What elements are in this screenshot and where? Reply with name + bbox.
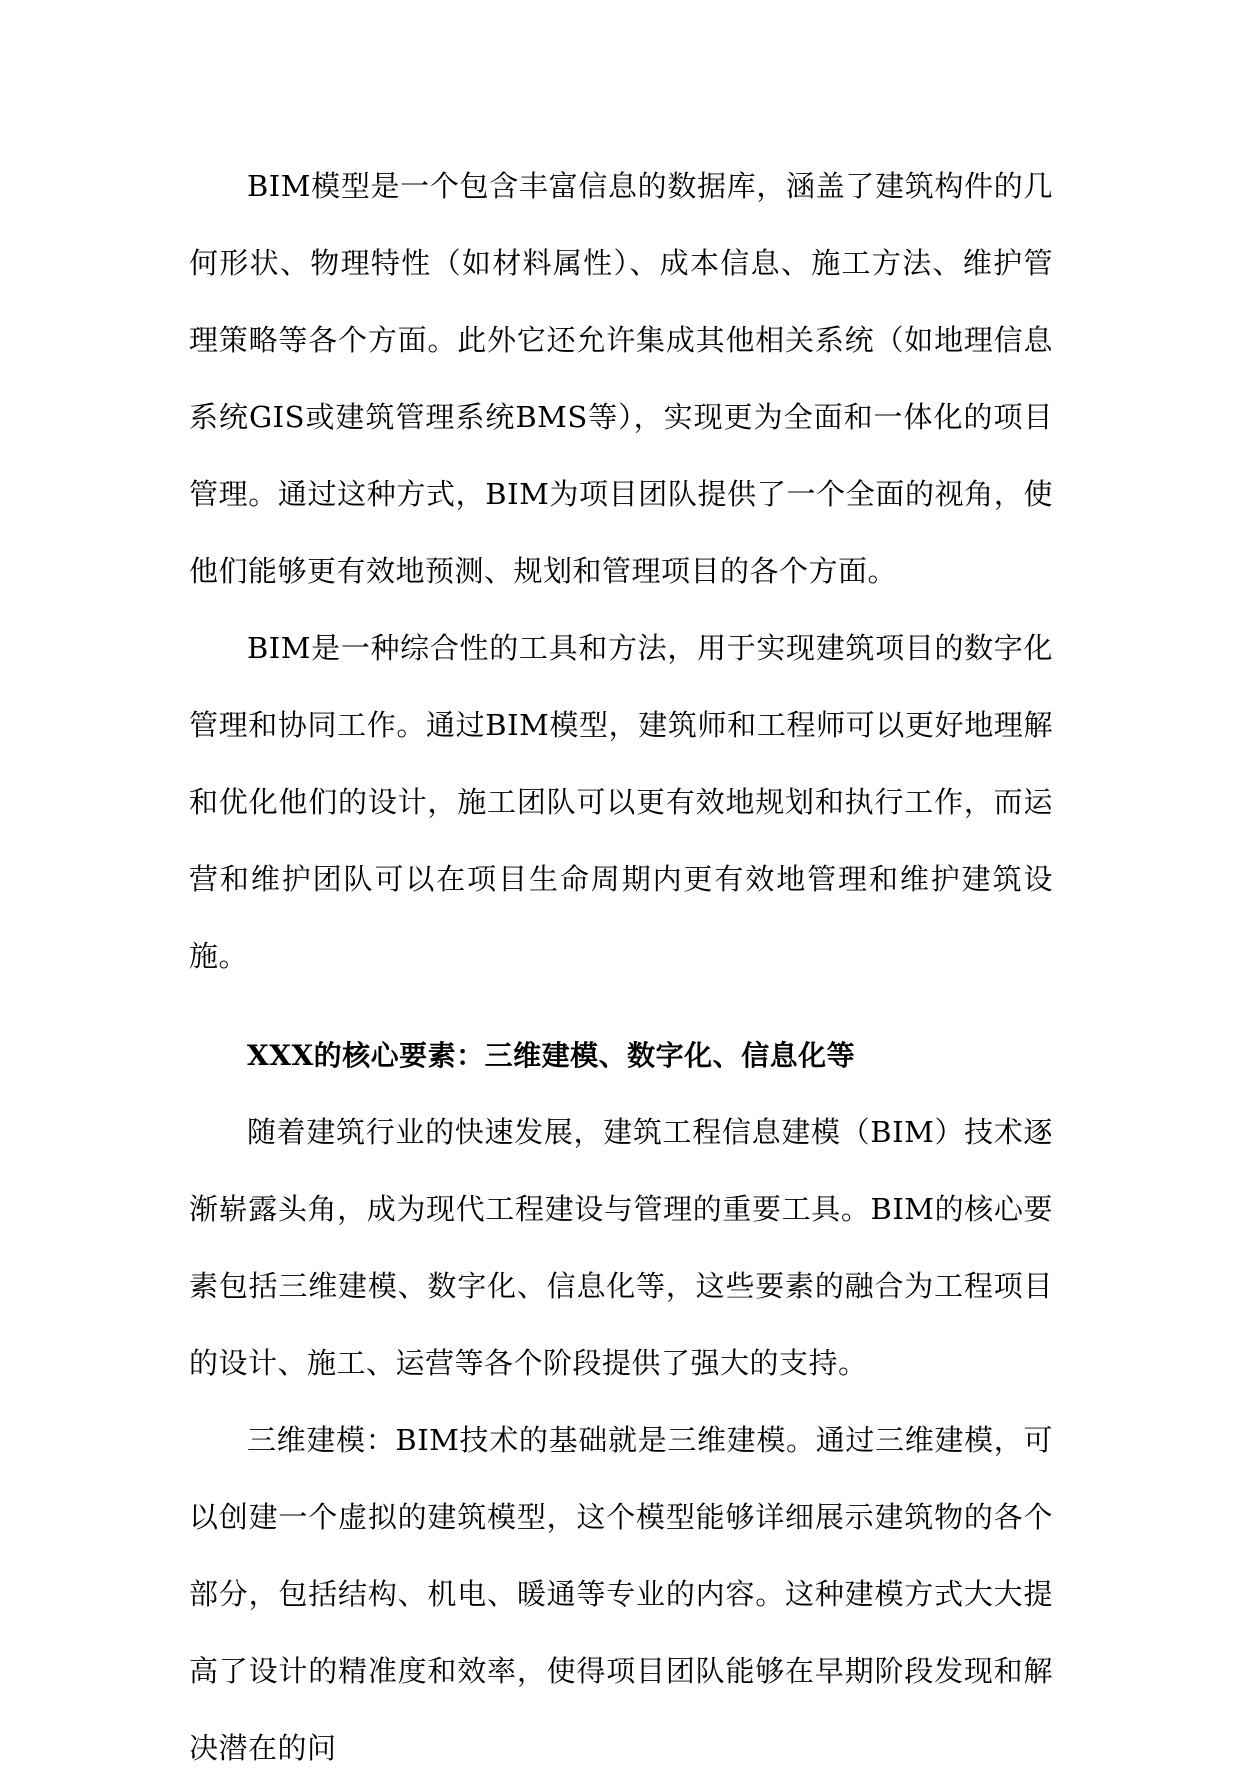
paragraph-bim-comprehensive-tool: BIM是一种综合性的工具和方法，用于实现建筑项目的数字化管理和协同工作。通过BIM模型，建筑师和工程师可以更好地理解和优化他们的设计，施工团队可以更有效地规划和执行工作，而运营和维护团队可以在项目生命周期内更有效地管理和维护建筑设施。 [189, 631, 1053, 973]
paragraph-bim-model-database: BIM模型是一个包含丰富信息的数据库，涵盖了建筑构件的几何形状、物理特性（如材料属性）、成本信息、施工方法、维护管理策略等各个方面。此外它还允许集成其他相关系统（如地理信息系统GIS或建筑管理系统BMS等），实现更为全面和一体化的项目管理。通过这种方式，BIM为项目团队提供了一个全面的视角，使他们能够更有效地预测、规划和管理项目的各个方面。 [189, 169, 1053, 588]
document-page [189, 148, 1053, 1787]
section-heading-core-elements: XXX的核心要素：三维建模、数字化、信息化等 [247, 1039, 856, 1072]
paragraph-bim-emergence: 随着建筑行业的快速发展，建筑工程信息建模（BIM）技术逐渐崭露头角，成为现代工程建设与管理的重要工具。BIM的核心要素包括三维建模、数字化、信息化等，这些要素的融合为工程项目的设计、施工、运营等各个阶段提供了强大的支持。 [189, 1115, 1053, 1380]
paragraph-3d-modeling: 三维建模：BIM技术的基础就是三维建模。通过三维建模，可以创建一个虚拟的建筑模型，这个模型能够详细展示建筑物的各个部分，包括结构、机电、暖通等专业的内容。这种建模方式大大提高了设计的精准度和效率，使得项目团队能够在早期阶段发现和解决潜在的问 [189, 1423, 1053, 1765]
